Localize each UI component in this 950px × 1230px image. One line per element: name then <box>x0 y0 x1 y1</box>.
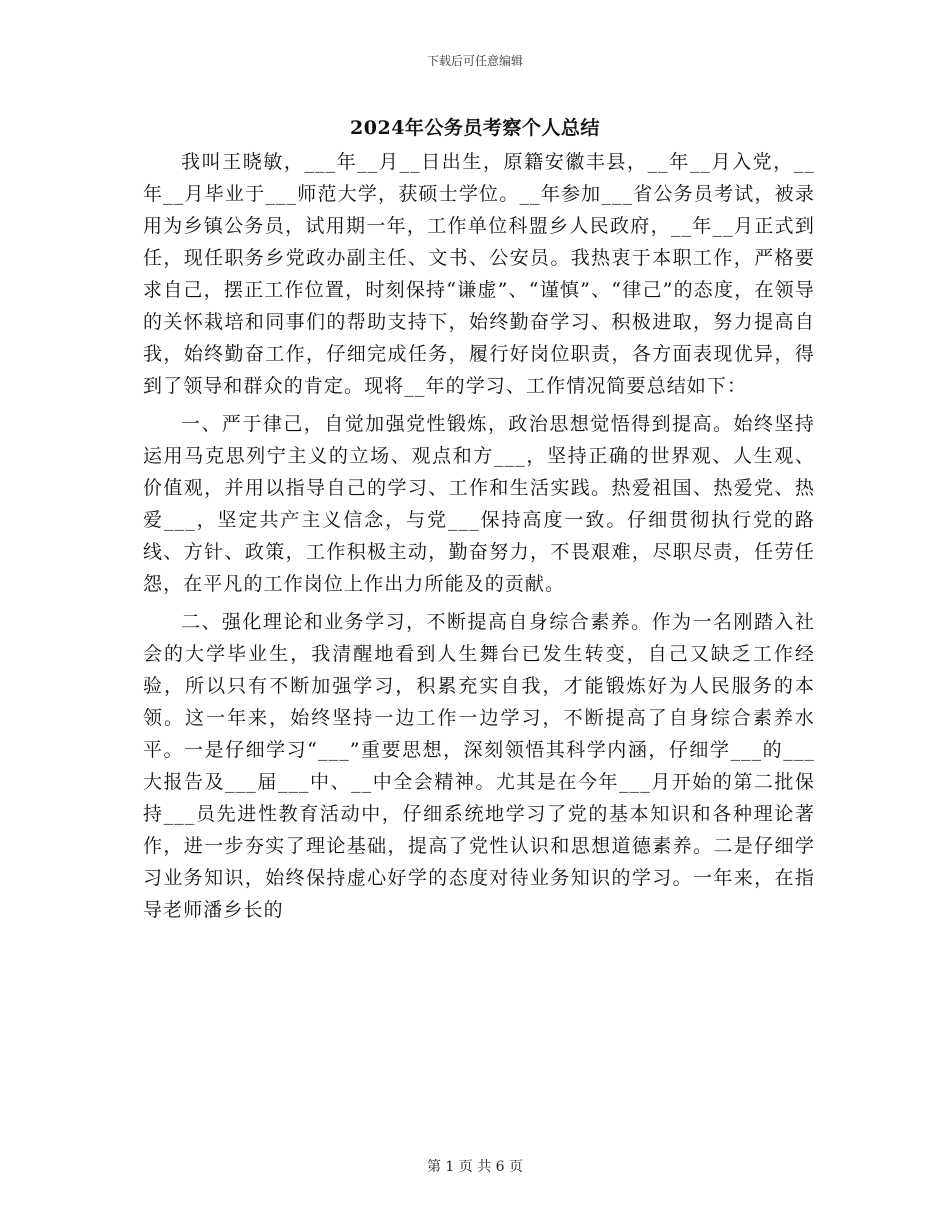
page-header-note: 下载后可任意编辑 <box>426 54 523 68</box>
paragraph-section-1: 一、严于律己，自觉加强党性锻炼，政治思想觉悟得到提高。始终坚持运用马克思列宁主义的立场、观点和方___，坚持正确的世界观、人生观、价值观，并用以指导自己的学习、工作和生活实践。热爱祖国、热爱党、热爱___，坚定共产主义信念，与党___保持高度一致。仔细贯彻执行党的路线、方针、政策，工作积极主动，勤奋努力，不畏艰难，尽职尽责，任劳任怨，在平凡的工作岗位上作出力所能及的贡献。 <box>143 413 815 595</box>
paragraph-intro: 我叫王晓敏，___年__月__日出生，原籍安徽丰县，__年__月入党，__年__月毕业于___师范大学，获硕士学位。__年参加___省公务员考试，被录用为乡镇公务员，试用期一年，工作单位科盟乡人民政府，__年__月正式到任，现任职务乡党政办副主任、文书、公安员。我热衷于本职工作，严格要求自己，摆正工作位置，时刻保持“谦虚”、“谨慎”、“律己”的态度，在领导的关怀栽培和同事们的帮助支持下，始终勤奋学习、积极进取，努力提高自我，始终勤奋工作，仔细完成任务，履行好岗位职责，各方面表现优异，得到了领导和群众的肯定。现将__年的学习、工作情况简要总结如下： <box>143 151 815 397</box>
page-number-footer: 第 1 页 共 6 页 <box>426 1159 524 1175</box>
paragraph-section-2: 二、强化理论和业务学习，不断提高自身综合素养。作为一名刚踏入社会的大学毕业生，我清醒地看到人生舞台已发生转变，自己又缺乏工作经验，所以只有不断加强学习，积累充实自我，才能锻炼好为人民服务的本领。这一年来，始终坚持一边工作一边学习，不断提高了自身综合素养水平。一是仔细学习“___”重要思想，深刻领悟其科学内涵，仔细学___的___大报告及___届___中、__中全会精神。尤其是在今年___月开始的第二批保持___员先进性教育活动中，仔细系统地学习了党的基本知识和各种理论著作，进一步夯实了理论基础，提高了党性认识和思想道德素养。二是仔细学习业务知识，始终保持虚心好学的态度对待业务知识的学习。一年来，在指导老师潘乡长的 <box>143 611 815 921</box>
document-body <box>143 146 815 926</box>
document-title: 2024年公务员考察个人总结 <box>350 117 600 139</box>
